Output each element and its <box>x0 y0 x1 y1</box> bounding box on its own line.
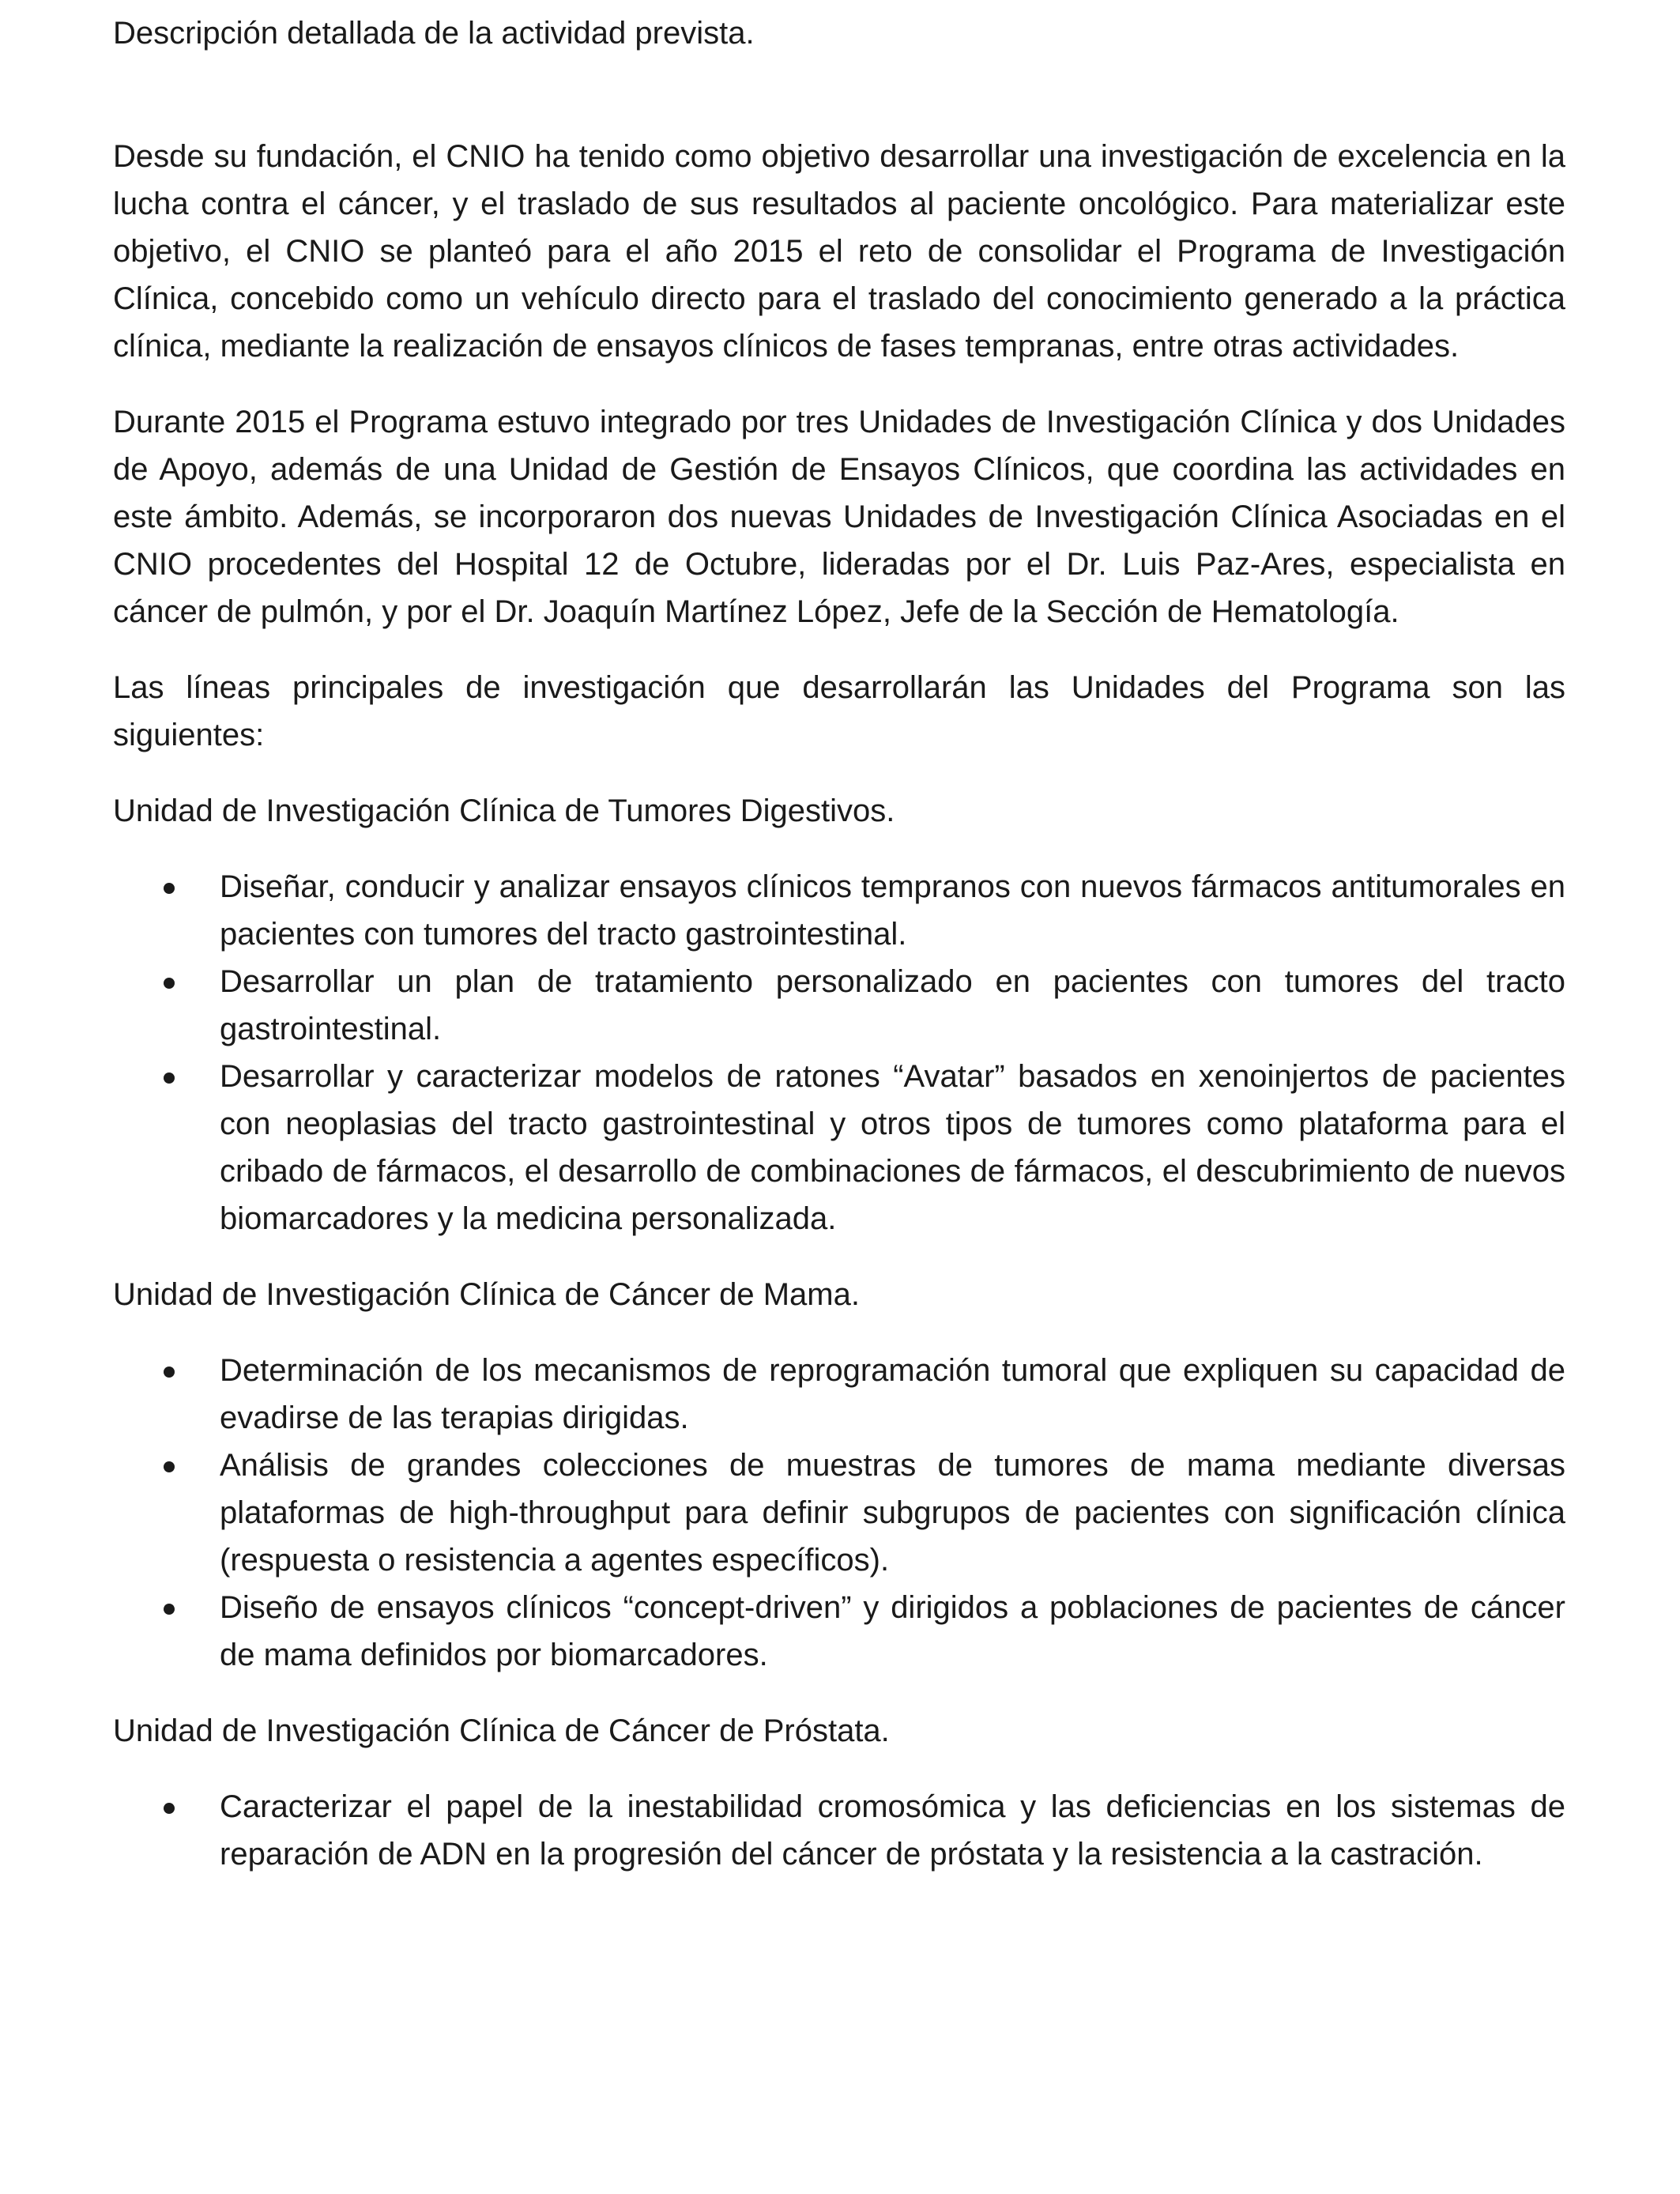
list-item-text: Diseño de ensayos clínicos “concept-driven” y dirigidos a poblaciones de pacientes de cáncer de mama definidos por biomarcadores. <box>220 1590 1565 1672</box>
list-item <box>113 1347 1565 1442</box>
paragraph-lines: Las líneas principales de investigación que desarrollarán las Unidades del Programa son las siguientes: <box>113 670 1565 752</box>
bullet-icon <box>164 1367 175 1378</box>
list-item-text: Desarrollar y caracterizar modelos de ratones “Avatar” basados en xenoinjertos de pacientes con neoplasias del tracto gastrointestinal y otros tipos de tumores como plataforma para el cribado de fármacos, el desarrollo de combinaciones de fármacos, el descubrimiento de nuevos biomarcadores y la medicina personalizada. <box>220 1059 1565 1236</box>
bullet-icon <box>164 1604 175 1615</box>
list-item <box>113 1783 1565 1878</box>
unit-title: Unidad de Investigación Clínica de Cáncer de Mama. <box>113 1277 860 1312</box>
paragraph-program: Durante 2015 el Programa estuvo integrado por tres Unidades de Investigación Clínica y dos Unidades de Apoyo, además de una Unidad de Gestión de Ensayos Clínicos, que coordina las actividades en este ámbito. Además, se incorporaron dos nuevas Unidades de Investigación Clínica Asociadas en el CNIO procedentes del Hospital 12 de Octubre, lideradas por el Dr. Luis Paz-Ares, especialista en cáncer de pulmón, y por el Dr. Joaquín Martínez López, Jefe de la Sección de Hematología. <box>113 405 1565 629</box>
unit-title: Unidad de Investigación Clínica de Tumores Digestivos. <box>113 794 895 828</box>
document-heading: Descripción detallada de la actividad prevista. <box>113 16 755 51</box>
bullet-list <box>113 1347 1565 1679</box>
list-item-text: Caracterizar el papel de la inestabilidad cromosómica y las deficiencias en los sistemas de reparación de ADN en la progresión del cáncer de próstata y la resistencia a la castración. <box>220 1789 1565 1872</box>
list-item <box>113 863 1565 958</box>
bullet-icon <box>164 1072 175 1084</box>
list-item-text: Análisis de grandes colecciones de muestras de tumores de mama mediante diversas plataformas de high-throughput para definir subgrupos de pacientes con significación clínica (respuesta o resistencia a agentes específicos). <box>220 1448 1565 1578</box>
document-page <box>113 0 1565 1878</box>
unit-digestive <box>113 787 1565 1242</box>
bullet-icon <box>164 1461 175 1472</box>
bullet-list <box>113 1783 1565 1878</box>
list-item <box>113 1442 1565 1584</box>
unit-prostate <box>113 1707 1565 1878</box>
list-item-text: Desarrollar un plan de tratamiento personalizado en pacientes con tumores del tracto gastrointestinal. <box>220 964 1565 1046</box>
bullet-icon <box>164 1803 175 1814</box>
list-item-text: Determinación de los mecanismos de reprogramación tumoral que expliquen su capacidad de evadirse de las terapias dirigidas. <box>220 1353 1565 1435</box>
unit-title: Unidad de Investigación Clínica de Cáncer de Próstata. <box>113 1713 890 1748</box>
list-item <box>113 1053 1565 1242</box>
list-item <box>113 958 1565 1053</box>
list-item-text: Diseñar, conducir y analizar ensayos clínicos tempranos con nuevos fármacos antitumorales en pacientes con tumores del tracto gastrointestinal. <box>220 869 1565 952</box>
bullet-icon <box>164 883 175 894</box>
paragraph-intro: Desde su fundación, el CNIO ha tenido como objetivo desarrollar una investigación de excelencia en la lucha contra el cáncer, y el traslado de sus resultados al paciente oncológico. Para materializar este objetivo, el CNIO se planteó para el año 2015 el reto de consolidar el Programa de Investigación Clínica, concebido como un vehículo directo para el traslado del conocimiento generado a la práctica clínica, mediante la realización de ensayos clínicos de fases tempranas, entre otras actividades. <box>113 139 1565 364</box>
bullet-icon <box>164 978 175 989</box>
bullet-list <box>113 863 1565 1242</box>
unit-breast <box>113 1271 1565 1679</box>
list-item <box>113 1584 1565 1679</box>
